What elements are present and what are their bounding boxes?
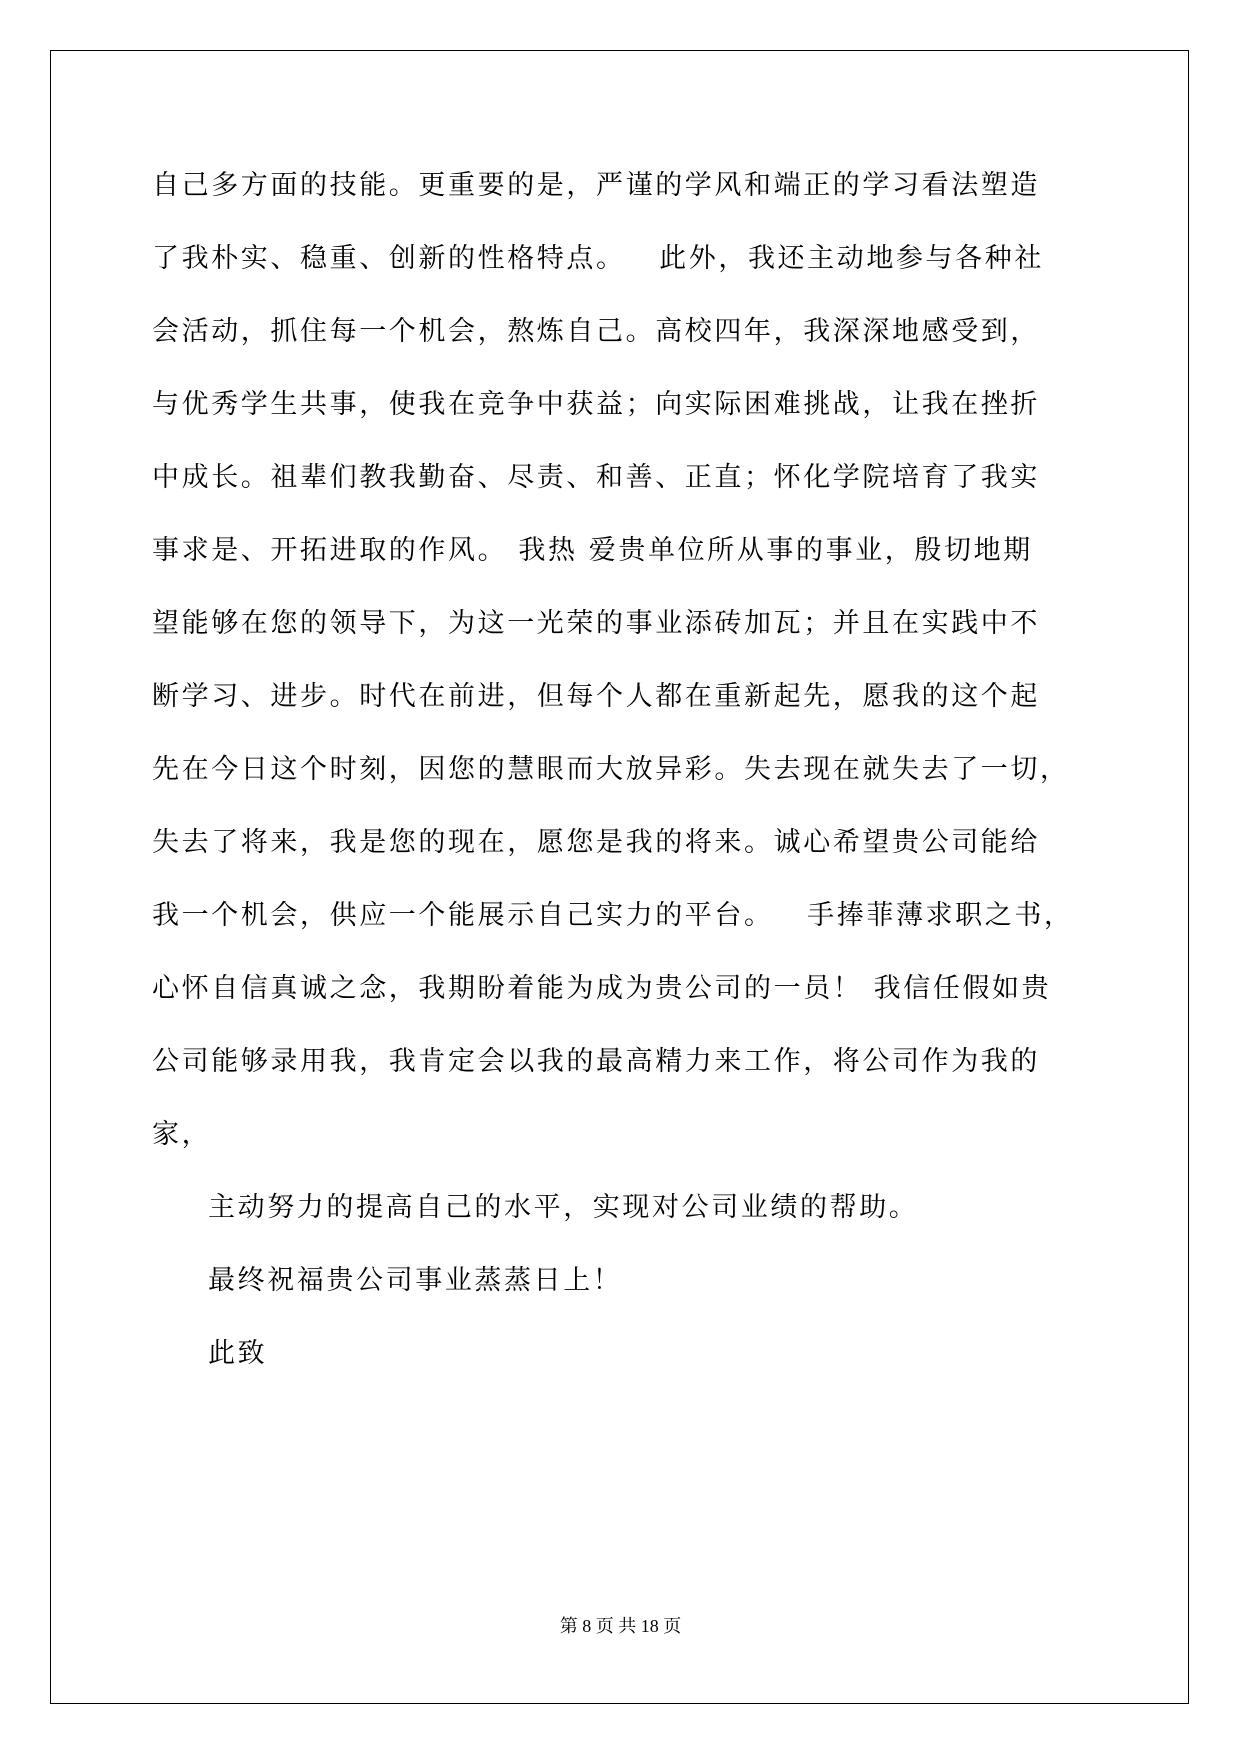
page-border: [50, 50, 1189, 1704]
text-line: 我一个机会，供应一个能展示自己实力的平台。 手捧菲薄求职之书，: [152, 900, 1074, 931]
text-line: 断学习、进步。时代在前进，但每个人都在重新起先，愿我的这个起: [152, 681, 1040, 712]
salutation-line: 此致: [208, 1338, 268, 1369]
text-line: 先在今日这个时刻，因您的慧眼而大放异彩。失去现在就失去了一切，: [152, 754, 1070, 785]
text-line: 家，: [152, 1119, 212, 1150]
page-number-footer: 第 8 页 共 18 页: [559, 1616, 682, 1636]
text-line: 了我朴实、稳重、创新的性格特点。 此外，我还主动地参与各种社: [152, 243, 1044, 274]
text-line: 自己多方面的技能。更重要的是，严谨的学风和端正的学习看法塑造: [152, 170, 1040, 201]
text-line: 事求是、开拓进取的作风。 我热 爱贵单位所从事的事业，殷切地期: [152, 535, 1033, 566]
text-line: 望能够在您的领导下，为这一光荣的事业添砖加瓦；并且在实践中不: [152, 608, 1040, 639]
text-line: 公司能够录用我，我肯定会以我的最高精力来工作，将公司作为我的: [152, 1046, 1040, 1077]
text-line: 失去了将来，我是您的现在，愿您是我的将来。诚心希望贵公司能给: [152, 827, 1040, 858]
text-line: 心怀自信真诚之念，我期盼着能为成为贵公司的一员！ 我信任假如贵: [152, 973, 1052, 1004]
paragraph-line: 主动努力的提高自己的水平，实现对公司业绩的帮助。: [208, 1192, 919, 1223]
text-line: 会活动，抓住每一个机会，熬炼自己。高校四年，我深深地感受到，: [152, 316, 1040, 347]
closing-line: 最终祝福贵公司事业蒸蒸日上！: [208, 1265, 623, 1296]
text-line: 中成长。祖辈们教我勤奋、尽责、和善、正直；怀化学院培育了我实: [152, 462, 1040, 493]
text-line: 与优秀学生共事，使我在竞争中获益；向实际困难挑战，让我在挫折: [152, 389, 1040, 420]
